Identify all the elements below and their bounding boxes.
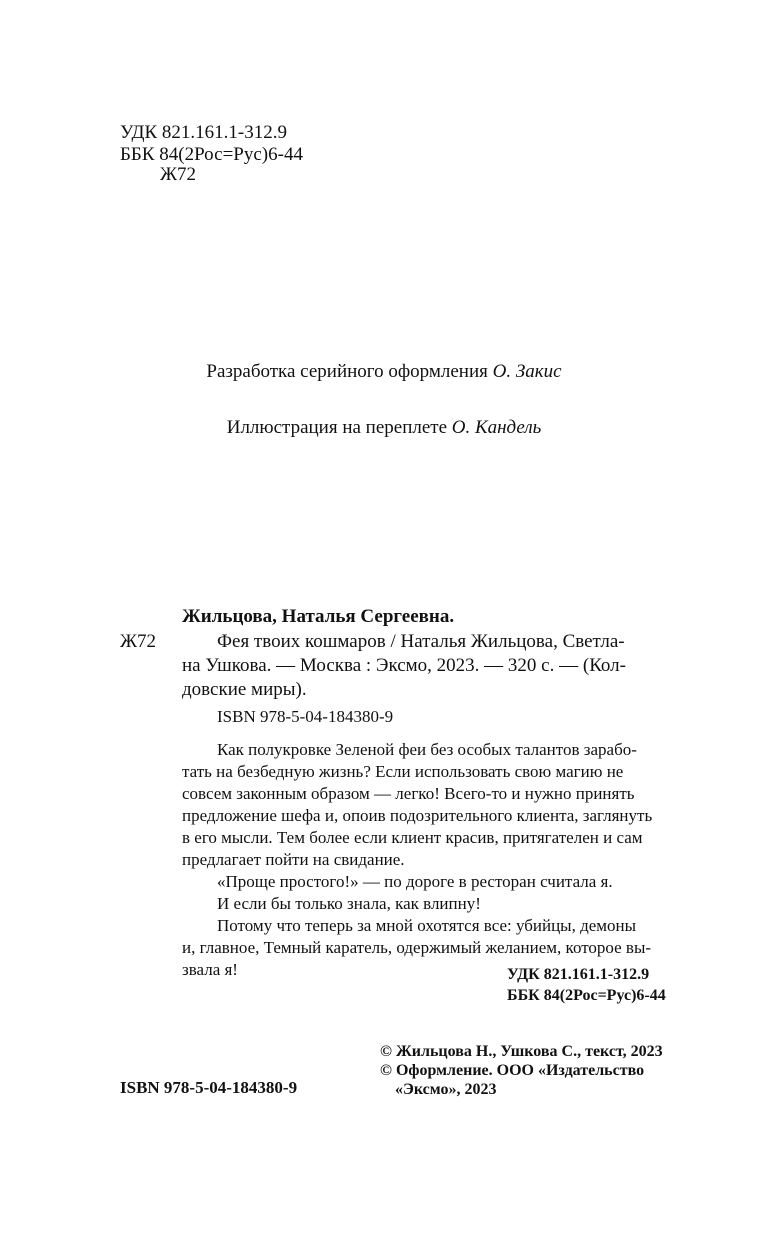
catalog-author-heading: Жильцова, Наталья Сергеевна. xyxy=(182,606,455,627)
copyright-line: © Жильцова Н., Ушкова С., текст, 2023 xyxy=(380,1043,663,1060)
catalog-description-line: на Ушкова. — Москва : Эксмо, 2023. — 320 с. — (Кол- xyxy=(182,655,626,676)
copyright-line: «Эксмо», 2023 xyxy=(395,1081,497,1098)
annotation-line: тать на безбедную жизнь? Если использовать свою магию не xyxy=(182,762,624,781)
annotation-line: и, главное, Темный каратель, одержимый желанием, которое вы- xyxy=(182,938,652,957)
annotation-line: звала я! xyxy=(182,960,238,979)
catalog-author-mark: Ж72 xyxy=(120,631,157,652)
copyright-line: © Оформление. ООО «Издательство xyxy=(380,1062,645,1079)
author-mark-top: Ж72 xyxy=(160,164,197,185)
udk-top: УДК 821.161.1-312.9 xyxy=(120,122,287,143)
series-design-name: О. Закис xyxy=(492,361,562,382)
annotation-line: предлагает пойти на свидание. xyxy=(182,850,405,869)
bbk-bottom: ББК 84(2Рос=Рус)6-44 xyxy=(507,987,666,1004)
bbk-top: ББК 84(2Рос=Рус)6-44 xyxy=(120,144,303,165)
annotation-line: Потому что теперь за мной охотятся все: убийцы, демоны xyxy=(217,916,637,935)
catalog-description-line: Фея твоих кошмаров / Наталья Жильцова, Светла- xyxy=(217,631,625,652)
illustration-credit xyxy=(0,417,768,439)
annotation-line: предложение шефа и, опоив подозрительного клиента, заглянуть xyxy=(182,806,653,825)
footer-isbn: ISBN 978-5-04-184380-9 xyxy=(120,1078,298,1097)
series-design-label: Разработка серийного оформления xyxy=(206,361,488,382)
annotation-line: И если бы только знала, как влипну! xyxy=(217,894,481,913)
catalog-description-line: довские миры). xyxy=(182,679,307,700)
annotation-line: в его мысли. Тем более если клиент красив, притягателен и сам xyxy=(182,828,643,847)
annotation-line: совсем законным образом — легко! Всего-то и нужно принять xyxy=(182,784,635,803)
catalog-isbn: ISBN 978-5-04-184380-9 xyxy=(217,707,394,726)
annotation-line: Как полукровке Зеленой феи без особых талантов зарабо- xyxy=(217,740,637,759)
illustration-label: Иллюстрация на переплете xyxy=(226,417,448,438)
illustration-name: О. Кандель xyxy=(451,417,542,438)
udk-bottom: УДК 821.161.1-312.9 xyxy=(507,966,650,983)
series-design-credit xyxy=(0,361,768,383)
annotation-line: «Проще простого!» — по дороге в ресторан считала я. xyxy=(217,872,613,891)
